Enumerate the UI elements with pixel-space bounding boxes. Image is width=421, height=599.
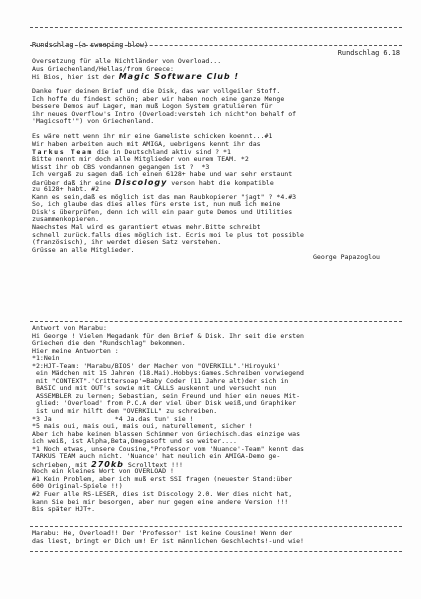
answer-line: *2:HJT-Team: 'Marabu/BIOS' der Macher von "OVERKILL".'Hiroyuki'	[32, 361, 281, 370]
scrolltext-size: 270kb	[91, 459, 124, 469]
answer-line: *1:Nein	[32, 354, 60, 363]
letter-line: Tarkus Team die in Deutschland aktiv sind ? *1	[32, 147, 231, 156]
answer-line: Hier meine Antworten :	[32, 346, 119, 355]
letter-line: Naechstes Mal wird es garantiert etwas mehr.Bitte schreibt	[32, 223, 261, 232]
section-rule	[30, 321, 402, 322]
answer-line: ASSEMBLER zu lernen; Sebastian, sein Freund und hier ein neues Mit-	[32, 391, 301, 400]
top-rule	[30, 27, 402, 28]
footer-rule	[30, 526, 402, 527]
header-rule	[30, 45, 402, 46]
club-name: Magic Software Club !	[118, 72, 240, 82]
answer-line: glied: 'Overload' from P.C.A der viel über Disk weiß,und Graphiker	[32, 399, 297, 408]
answer-line: Noch ein kleines Wort von OVERLOAD !	[32, 467, 174, 476]
letter-section	[32, 58, 404, 262]
tarkus-team: Tarkus Team	[32, 147, 93, 156]
letter-line: Es wäre nett wenn ihr mir eine Gameliste schicken koennt...#1	[32, 132, 273, 141]
answer-line: TARKUS TEAM auch nicht. 'Nuance' hat neulich ein AMIGA-Demo ge-	[32, 452, 281, 461]
letter-line: So, ich glaube das dies alles fürs erste ist, nun muß ich meine	[32, 200, 281, 209]
answer-line: 600 Original-Spiele !!)	[32, 482, 123, 491]
letter-signature: George Papazoglou	[312, 253, 380, 262]
letter-line: Disk's überprüfen, denn ich will ein paar gute Demos und Utilities	[32, 207, 293, 216]
letter-origin: Aus Griechenland/Hellas/from Greece:	[32, 64, 174, 73]
letter-line: bessere Demos auf Lager, man muß Logon System gratulieren für	[32, 102, 273, 111]
answer-line: *1 Noch etwas, unsere Cousine,"Professor vom 'Nuance'-Team" kennt das	[32, 444, 304, 453]
answer-line: *3 Ja *4 Ja.das tun' sie !	[32, 414, 194, 423]
letter-line: Ich hoffe du findest schön; aber wir haben noch eine ganze Menge	[32, 94, 285, 103]
letter-greeting: Hi Bios, hier ist der Magic Software Club !	[32, 72, 240, 82]
answer-line: #1 Kein Problem, aber ich muß erst SSI fragen (neuester Stand:über	[32, 474, 293, 483]
header-issue: Rundschlag 6.18	[337, 49, 400, 57]
letter-intro: Oversetzung für alle Nichtländer von Overload...	[32, 57, 222, 65]
answer-line: #2 Fuer alle RS-LESER, dies ist Discology 2.0. Wer dies nicht hat,	[32, 490, 293, 499]
letter-line: Grüsse an alle Mitglieder.	[32, 245, 135, 254]
letter-line: schnell zurück.falls dies möglich ist. Ecris moi le plus tot possible	[32, 230, 304, 239]
letter-line: Kann es sein,daß es möglich ist das man Raubkopierer "jagt" ? *4.#3	[32, 192, 297, 201]
answer-line: ist und mir hilft dem "OVERKILL" zu schreiben.	[32, 407, 218, 416]
letter-line: ihr neues Overflow's Intro (Overload:versteh ich nicht"on behalf of	[32, 109, 297, 118]
bottom-rule	[30, 551, 402, 552]
letter-line: zusammenkopieren.	[32, 215, 100, 224]
answer-line: Hi George ! Vielen Megadank für den Brief & Disk. Ihr seit die ersten	[32, 331, 304, 340]
letter-line: darüber daß ihr eine Discology verson habt die kompatible	[32, 177, 274, 187]
answer-heading: Antwort von Marabu:	[32, 324, 107, 332]
answer-line: mit "CONTEXT".'Crittersoap'=Baby Coder (11 Jahre alt)der sich in	[32, 376, 289, 385]
letter-line: 'Magicsoft'") von Griechenland.	[32, 117, 155, 126]
answer-line: Aber ich habe keinen blassen Schimmer von Griechisch.das einzige was	[32, 429, 301, 438]
letter-line: Danke fuer deinen Brief und die Disk, das war vollgeiler Stoff.	[32, 87, 281, 96]
answer-line: ich weiß, ist Alpha,Beta,Omegasoft und so weiter....	[32, 437, 237, 446]
footer-line: Marabu: He, Overload!! Der 'Professor' ist keine Cousine! Wenn der	[32, 529, 293, 537]
answer-line: Bis später HJT+.	[32, 505, 96, 514]
answer-line: Griechen die den "Rundschlag" bekommen.	[32, 339, 186, 348]
letter-line: Wir haben arbeiten auch mit AMIGA, uebrigens kennt ihr das	[32, 140, 261, 149]
answer-line: BASIC und mit OUT's sowie mit CALLS auskennt und versucht nun	[32, 384, 277, 393]
answer-line: ein Mädchen mit 15 Jahren (18.Mai).Hobbys:Games.Schreiben vorwiegend	[32, 369, 304, 378]
letter-line: Bitte nennt mir doch alle Mitglieder von eurem TEAM. *2	[32, 155, 249, 164]
answer-line: *5 mais oui, mais oui, mais oui, naturellement, sicher !	[32, 422, 253, 431]
letter-line: (französisch), ihr werdet diesen Satz verstehen.	[32, 238, 222, 247]
header-title: Rundschlag (a sweeping blow)	[32, 41, 149, 49]
answer-line: kann Sie bei mir besorgen, aber nur gegen eine andere Version !!!	[32, 497, 289, 506]
discology-name: Discology	[114, 177, 168, 187]
answer-section	[32, 325, 404, 514]
letter-line: Wisst ihr ob CBS vondannen gegangen ist ? *3	[32, 162, 210, 171]
letter-line: zu 6128+ habt. #2	[32, 185, 100, 194]
answer-line: schrieben, mit 270kb Scrolltext !!!	[32, 459, 183, 469]
footer-line: das liest, bringt er Dich um! Er ist männlichen Geschlechts!-und wie!	[32, 536, 304, 545]
footer-section	[32, 530, 404, 545]
letter-line: Ich vergaß zu sagen daß ich einen 6128+ habe und war sehr erstaunt	[32, 170, 293, 179]
